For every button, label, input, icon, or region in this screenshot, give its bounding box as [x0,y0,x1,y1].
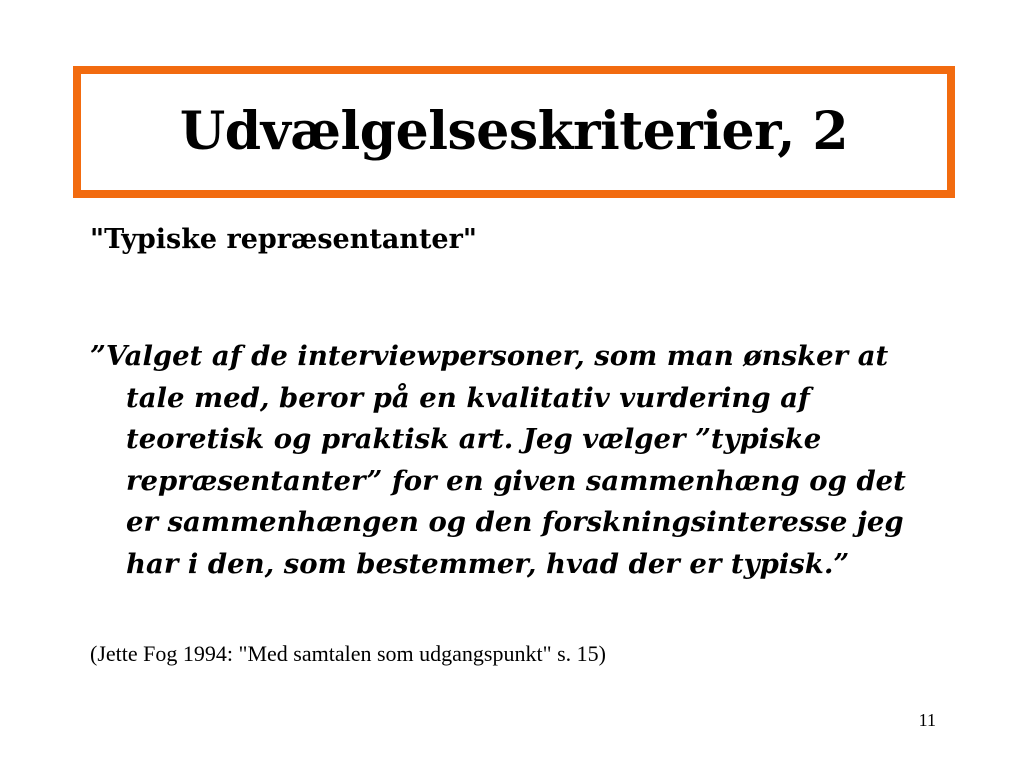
page-number: 11 [918,710,936,730]
citation: (Jette Fog 1994: "Med samtalen som udgangspunkt" s. 15) [90,641,606,666]
title-box [73,66,955,198]
slide-subtitle: "Typiske repræsentanter" [90,224,477,255]
quote-text: ”Valget af de interviewpersoner, som man ønsker at tale med, beror på en kvalitativ vurdering af teoretisk og praktisk art. Jeg vælger ”typiske repræsentanter” for en given sammenhæng og det er sammenhængen og den forskningsinteresse jeg har i den, som bestemmer, hvad der er typisk.” [90,340,906,580]
slide-title: Udvælgelseskriterier, 2 [179,101,849,162]
